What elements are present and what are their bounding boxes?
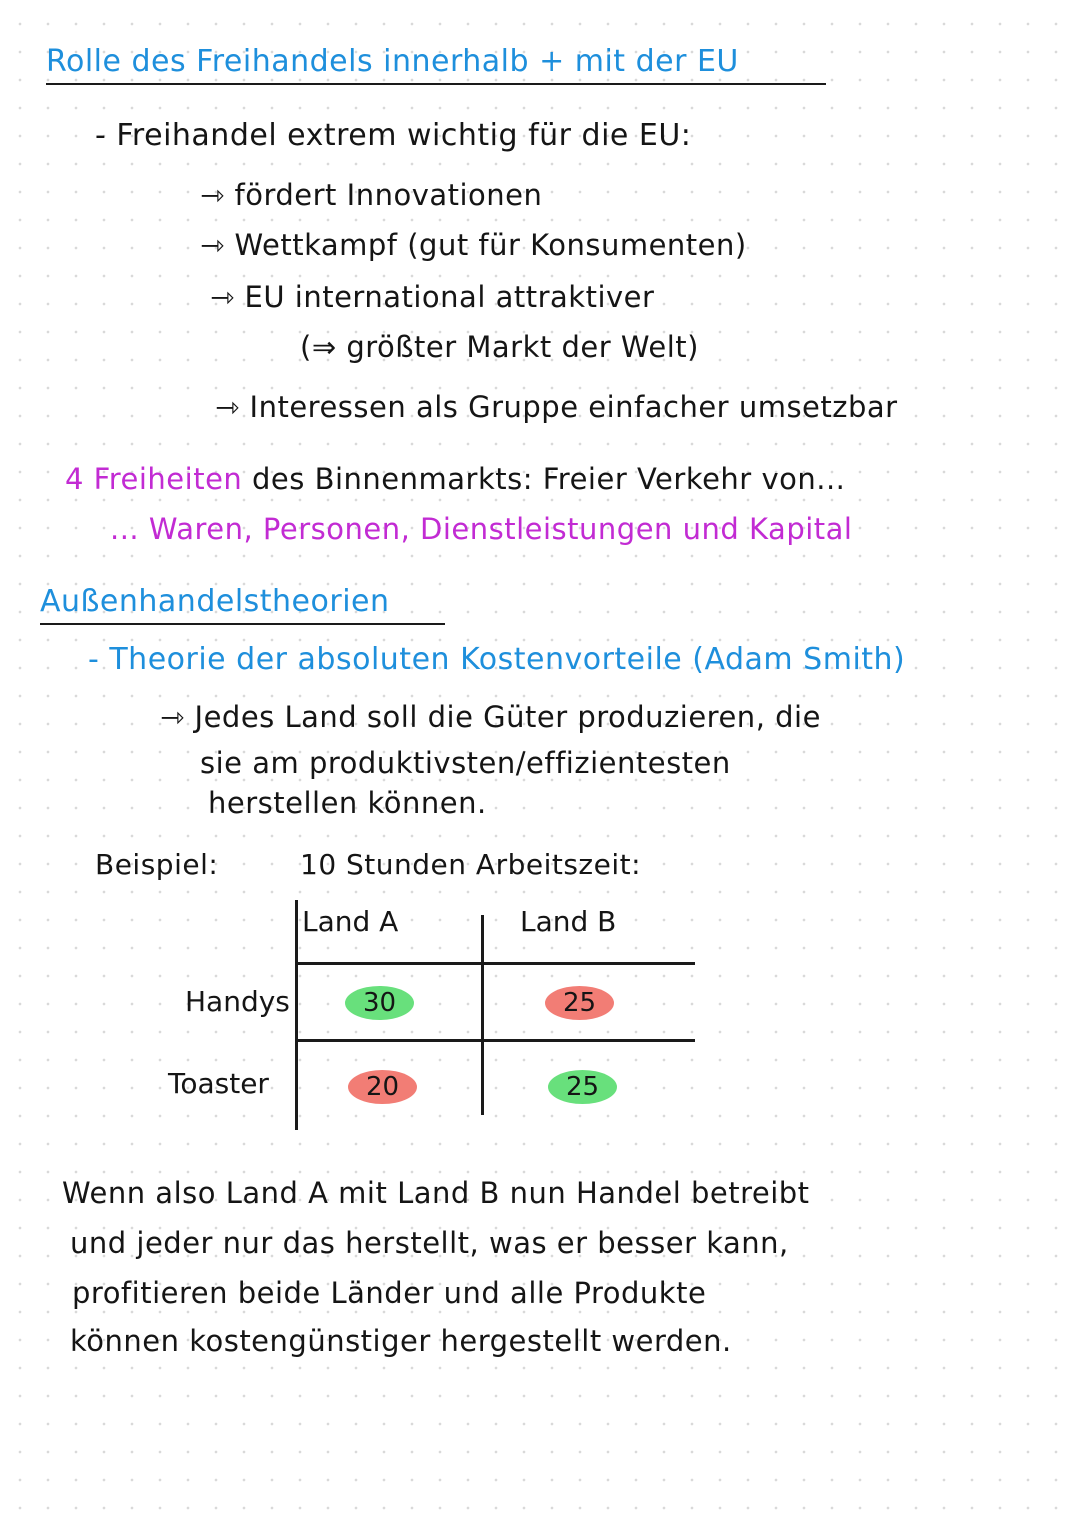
row-label-toaster: Toaster bbox=[168, 1067, 269, 1100]
theory-line: - Theorie der absoluten Kostenvorteile (Adam Smith) bbox=[88, 642, 906, 677]
freedoms-heading: 4 Freiheiten bbox=[65, 462, 243, 496]
conclusion-line-4: können kostengünstiger hergestellt werden. bbox=[70, 1324, 732, 1358]
value-handys-land-b: 25 bbox=[545, 986, 614, 1020]
row-label-handys: Handys bbox=[185, 985, 290, 1018]
table-cell bbox=[545, 985, 614, 1020]
section-title-freihandel: Rolle des Freihandels innerhalb + mit der EU bbox=[46, 44, 826, 85]
point-groesster-markt: (⇒ größter Markt der Welt) bbox=[300, 330, 699, 364]
conclusion-line-3: profitieren beide Länder und alle Produkte bbox=[72, 1276, 707, 1310]
freedoms-text: des Binnenmarkts: Freier Verkehr von... bbox=[252, 462, 846, 496]
explanation-line-1: ⇾ Jedes Land soll die Güter produzieren, die bbox=[160, 700, 821, 734]
intro-line: - Freihandel extrem wichtig für die EU: bbox=[95, 118, 692, 153]
explanation-line-2: sie am produktivsten/effizientesten bbox=[200, 746, 731, 780]
point-innovation: ⇾ fördert Innovationen bbox=[200, 178, 543, 212]
conclusion-line-2: und jeder nur das herstellt, was er besser kann, bbox=[70, 1226, 789, 1260]
table-cell bbox=[348, 1069, 417, 1104]
table-cell bbox=[548, 1069, 617, 1104]
point-interessen: ⇾ Interessen als Gruppe einfacher umsetzbar bbox=[215, 390, 898, 424]
point-attraktiver: ⇾ EU international attraktiver bbox=[210, 280, 655, 314]
freedoms-list: ... Waren, Personen, Dienstleistungen und Kapital bbox=[110, 512, 853, 546]
conclusion-line-1: Wenn also Land A mit Land B nun Handel betreibt bbox=[62, 1176, 810, 1210]
point-wettkampf: ⇾ Wettkampf (gut für Konsumenten) bbox=[200, 228, 747, 262]
explanation-line-3: herstellen können. bbox=[208, 786, 487, 820]
table-cell bbox=[345, 985, 414, 1020]
column-header-land-b: Land B bbox=[520, 905, 617, 938]
value-toaster-land-b: 25 bbox=[548, 1070, 617, 1104]
value-handys-land-a: 30 bbox=[345, 986, 414, 1020]
freedoms-line bbox=[65, 462, 845, 496]
column-header-land-a: Land A bbox=[302, 905, 399, 938]
section-title-aussenhandel: Außenhandelstheorien bbox=[40, 584, 445, 625]
example-caption: 10 Stunden Arbeitszeit: bbox=[300, 848, 642, 881]
value-toaster-land-a: 20 bbox=[348, 1070, 417, 1104]
example-label: Beispiel: bbox=[95, 848, 219, 881]
example-table bbox=[160, 895, 720, 1135]
